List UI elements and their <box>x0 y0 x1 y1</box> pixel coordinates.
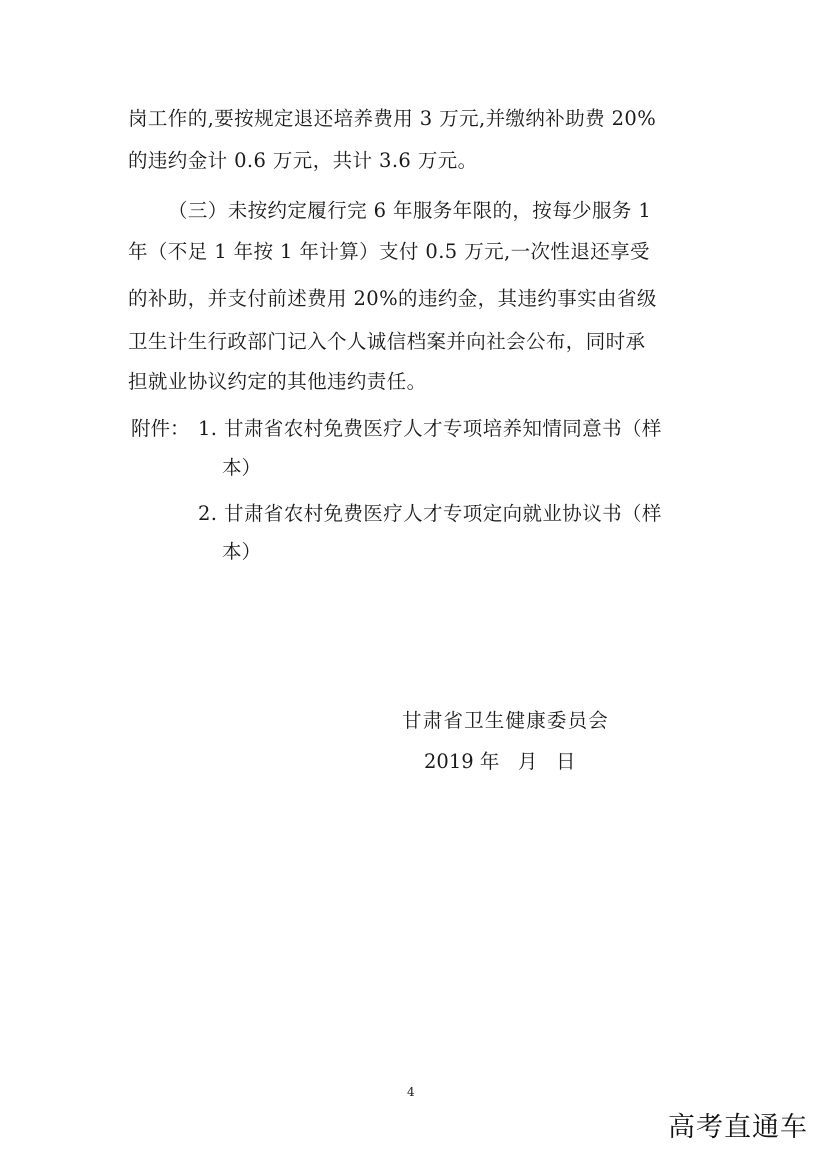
body-line-1: 岗工作的,要按规定退还培养费用 3 万元,并缴纳补助费 20% <box>128 107 657 130</box>
attachment-item-1-continuation: 本） <box>222 456 262 479</box>
attachments-label: 附件： <box>131 417 190 440</box>
body-line-5: 的补助，并支付前述费用 20%的违约金，其违约事实由省级 <box>128 287 657 310</box>
body-line-4: 年（不足 1 年按 1 年计算）支付 0.5 万元,一次性退还享受 <box>128 240 650 263</box>
attachment-item-2: 2. 甘肃省农村免费医疗人才专项定向就业协议书（样 <box>198 502 662 525</box>
attachment-item-1: 1. 甘肃省农村免费医疗人才专项培养知情同意书（样 <box>198 417 662 440</box>
page-number: 4 <box>407 1085 415 1099</box>
body-line-2: 的违约金计 0.6 万元，共计 3.6 万元。 <box>128 149 478 172</box>
body-line-7: 担就业协议约定的其他违约责任。 <box>128 370 427 393</box>
watermark-text: 高考直通车 <box>668 1112 808 1143</box>
issuer-name: 甘肃省卫生健康委员会 <box>402 709 610 732</box>
body-line-6: 卫生计生行政部门记入个人诚信档案并向社会公布，同时承 <box>128 330 646 353</box>
body-line-3: （三）未按约定履行完 6 年服务年限的，按每少服务 1 <box>168 199 652 222</box>
issue-date: 2019 年 月 日 <box>424 750 576 773</box>
attachment-item-2-continuation: 本） <box>222 540 262 563</box>
